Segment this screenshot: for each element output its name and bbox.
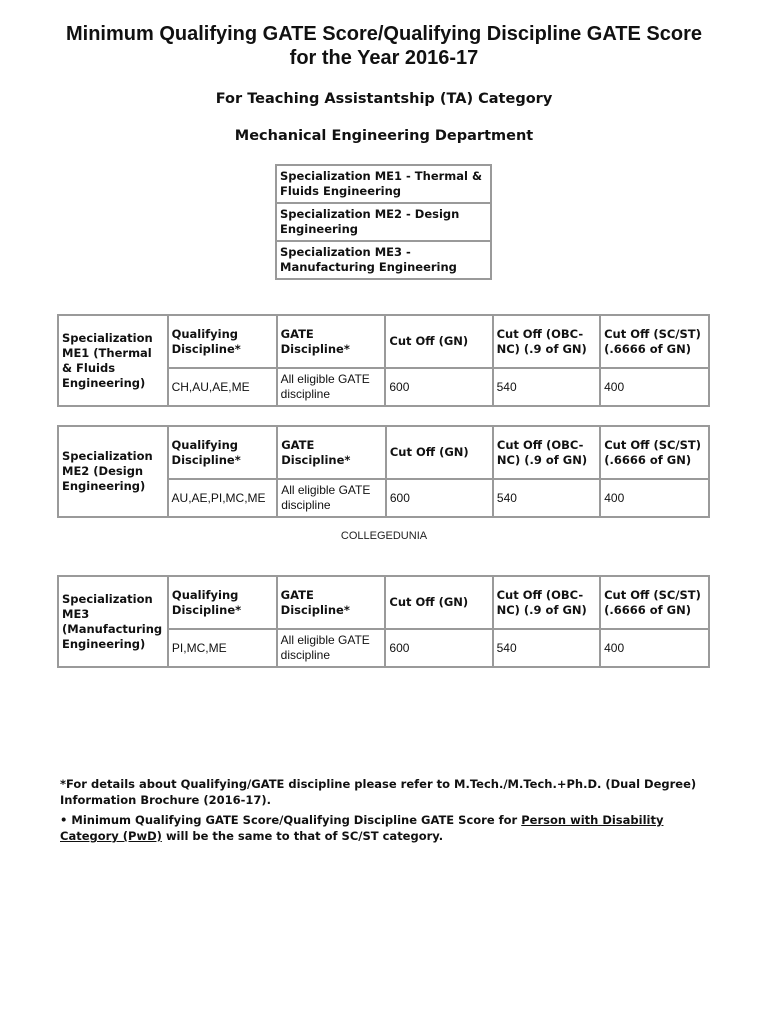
specialization-cell: Specialization ME3 (Manufacturing Engineering) xyxy=(58,576,168,667)
cutoff-obc-header: Cut Off (OBC-NC) (.9 of GN) xyxy=(493,426,600,479)
specialization-item: Specialization ME2 - Design Engineering xyxy=(276,203,491,241)
bullet-glyph: • xyxy=(60,813,68,827)
cutoff-table-me2 xyxy=(57,425,710,518)
qualifying-discipline-value: CH,AU,AE,ME xyxy=(168,368,277,406)
gate-discipline-header: GATE Discipline* xyxy=(277,426,386,479)
cutoff-gn-header: Cut Off (GN) xyxy=(386,426,493,479)
specialization-item: Specialization ME3 - Manufacturing Engineering xyxy=(276,241,491,279)
gate-discipline-value: All eligible GATE discipline xyxy=(277,629,386,667)
specialization-cell: Specialization ME2 (Design Engineering) xyxy=(58,426,168,517)
cutoff-gn-value: 600 xyxy=(385,368,492,406)
department-heading: Mechanical Engineering Department xyxy=(234,128,534,144)
pwd-note-post: will be the same to that of SC/ST category. xyxy=(165,829,444,843)
qualifying-discipline-header: Qualifying Discipline* xyxy=(168,576,277,629)
cutoff-scst-value: 400 xyxy=(600,629,709,667)
qualifying-discipline-value: AU,AE,PI,MC,ME xyxy=(168,479,278,517)
pwd-category-link[interactable]: Person with Disability Category (PwD) xyxy=(60,813,664,843)
cutoff-obc-value: 540 xyxy=(493,629,601,667)
discipline-footnote: *For details about Qualifying/GATE discipline please refer to M.Tech./M.Tech.+Ph.D. (Dual Degree) Information Brochure (2016-17). xyxy=(60,777,697,807)
qualifying-discipline-value: PI,MC,ME xyxy=(168,629,277,667)
gate-discipline-value: All eligible GATE discipline xyxy=(277,479,386,517)
cutoff-obc-header: Cut Off (OBC-NC) (.9 of GN) xyxy=(493,315,601,368)
cutoff-table-me1 xyxy=(57,314,710,407)
qualifying-discipline-header: Qualifying Discipline* xyxy=(168,315,277,368)
cutoff-table-me3 xyxy=(57,575,710,668)
cutoff-gn-header: Cut Off (GN) xyxy=(385,315,492,368)
cutoff-scst-header: Cut Off (SC/ST) (.6666 of GN) xyxy=(600,426,709,479)
gate-discipline-value: All eligible GATE discipline xyxy=(277,368,386,406)
pwd-note xyxy=(60,812,710,844)
ta-category-heading: For Teaching Assistantship (TA) Category xyxy=(215,91,553,107)
specialization-cell: Specialization ME1 (Thermal & Fluids Engineering) xyxy=(58,315,168,406)
title-line-1: Minimum Qualifying GATE Score/Qualifying Discipline GATE Score xyxy=(65,23,703,45)
page-title xyxy=(0,22,768,70)
cutoff-obc-value: 540 xyxy=(493,479,600,517)
gate-discipline-header: GATE Discipline* xyxy=(277,576,386,629)
gate-discipline-header: GATE Discipline* xyxy=(277,315,386,368)
cutoff-scst-header: Cut Off (SC/ST) (.6666 of GN) xyxy=(600,315,709,368)
qualifying-discipline-header: Qualifying Discipline* xyxy=(168,426,278,479)
title-line-2: for the Year 2016-17 xyxy=(289,47,479,69)
specialization-list-table xyxy=(275,164,492,280)
cutoff-obc-value: 540 xyxy=(493,368,601,406)
cutoff-gn-value: 600 xyxy=(385,629,492,667)
cutoff-obc-header: Cut Off (OBC-NC) (.9 of GN) xyxy=(493,576,601,629)
specialization-item: Specialization ME1 - Thermal & Fluids Engineering xyxy=(276,165,491,203)
cutoff-gn-value: 600 xyxy=(386,479,493,517)
cutoff-scst-header: Cut Off (SC/ST) (.6666 of GN) xyxy=(600,576,709,629)
pwd-note-pre: Minimum Qualifying GATE Score/Qualifying Discipline GATE Score for xyxy=(71,813,518,827)
cutoff-scst-value: 400 xyxy=(600,368,709,406)
watermark-text: COLLEGEDUNIA xyxy=(340,530,428,542)
cutoff-scst-value: 400 xyxy=(600,479,709,517)
cutoff-gn-header: Cut Off (GN) xyxy=(385,576,492,629)
